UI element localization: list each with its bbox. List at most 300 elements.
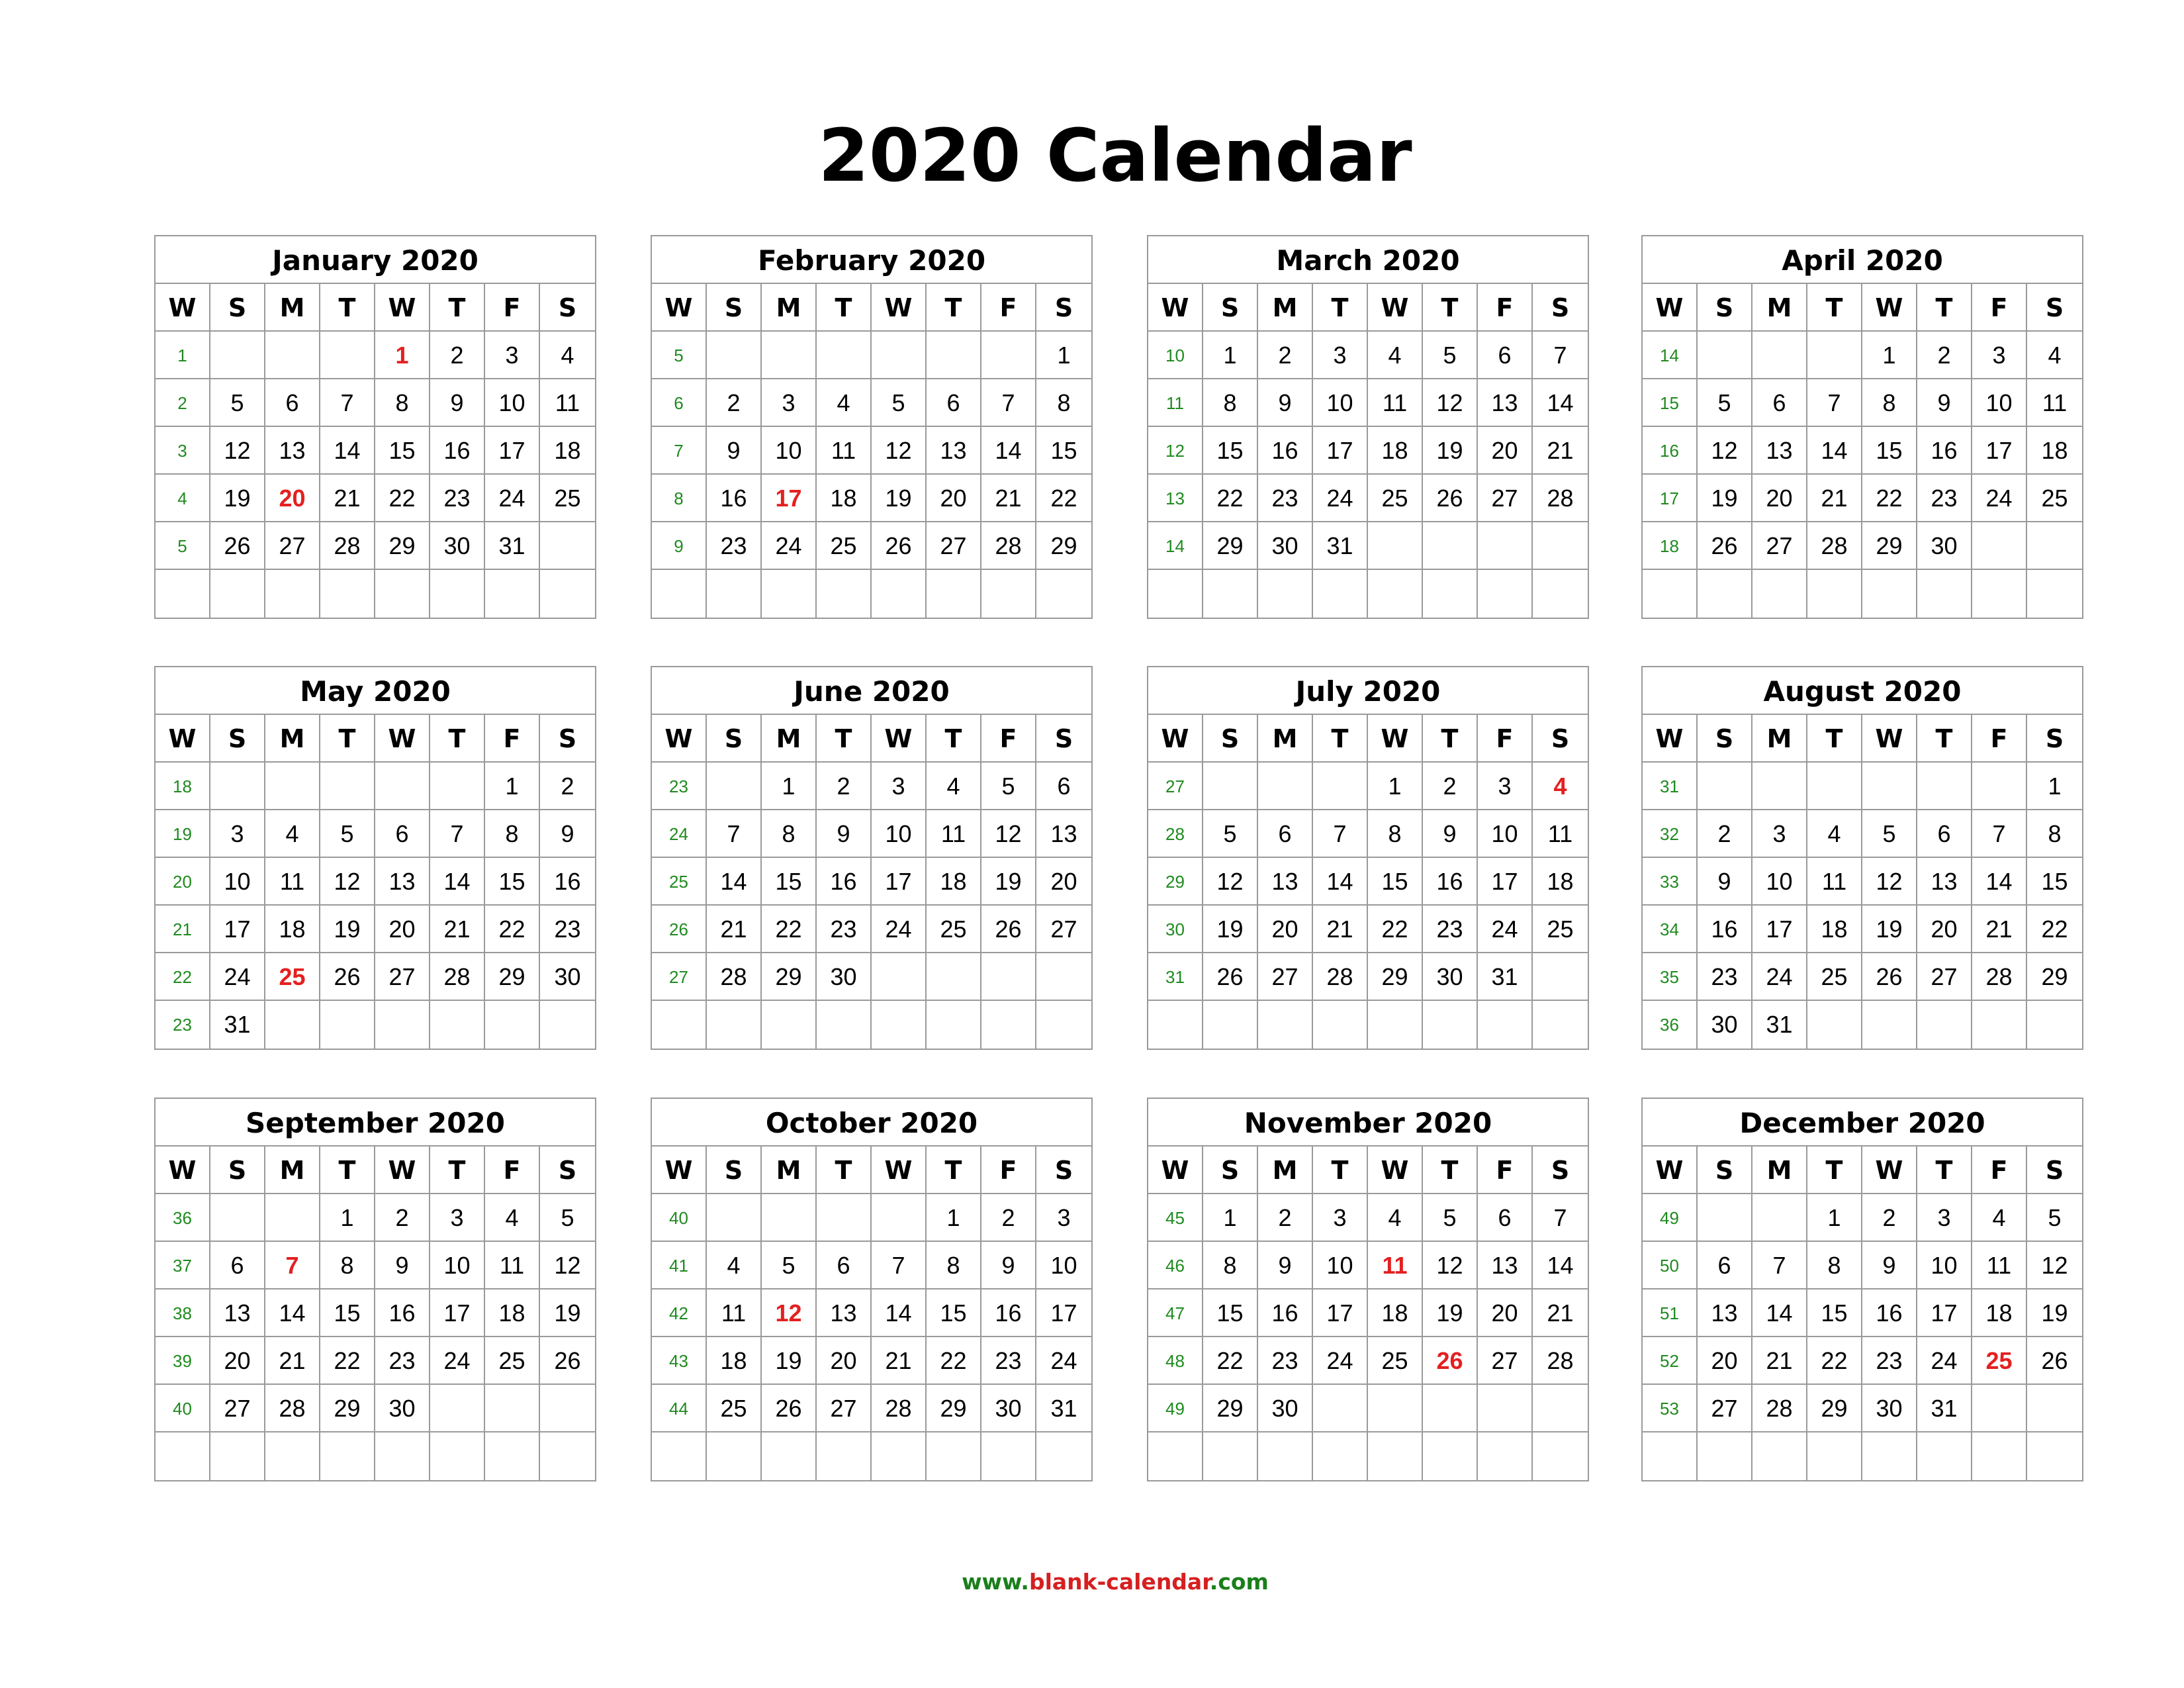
day-cell: 3 [1752,810,1807,858]
week-number: 27 [652,953,707,1001]
day-cell: 19 [762,1337,817,1385]
week-number: 44 [652,1385,707,1432]
weekday-header: F [1478,1147,1533,1194]
site-url-prefix: www. [962,1569,1029,1595]
day-cell: 3 [872,763,927,810]
day-cell: 23 [375,1337,430,1385]
day-cell: 7 [1313,810,1368,858]
day-cell: 3 [430,1194,485,1242]
day-cell: 1 [320,1194,375,1242]
weekday-header: W [872,1147,927,1194]
day-cell: 6 [265,379,320,427]
weekday-header: W [375,1147,430,1194]
day-cell: 20 [817,1337,872,1385]
day-cell: 30 [1698,1001,1752,1049]
week-number: 28 [1148,810,1203,858]
week-number: 36 [156,1194,210,1242]
holiday-day-cell: 12 [762,1289,817,1337]
empty-cell [707,763,762,810]
empty-cell [2027,570,2082,618]
day-cell: 12 [2027,1242,2082,1289]
day-cell: 15 [1203,427,1258,475]
week-number-header: W [156,284,210,332]
weekday-header: S [1036,284,1091,332]
day-cell: 15 [762,858,817,906]
week-number: 40 [652,1194,707,1242]
day-cell: 1 [762,763,817,810]
day-cell: 28 [320,522,375,570]
day-cell: 19 [1423,427,1478,475]
day-cell: 6 [1917,810,1972,858]
day-cell: 26 [2027,1337,2082,1385]
empty-cell [540,1001,595,1049]
month-april [1641,235,2083,619]
weekday-header: T [1423,1147,1478,1194]
day-cell: 10 [1313,1242,1368,1289]
weekday-header: T [1807,715,1862,763]
day-cell: 12 [872,427,927,475]
month-grid [1148,284,1588,618]
day-cell: 2 [1862,1194,1917,1242]
empty-cell [1478,1001,1533,1049]
week-number: 37 [156,1242,210,1289]
day-cell: 7 [872,1242,927,1289]
day-cell: 13 [1258,858,1313,906]
day-cell: 16 [540,858,595,906]
day-cell: 4 [707,1242,762,1289]
day-cell: 9 [540,810,595,858]
day-cell: 8 [1807,1242,1862,1289]
month-title: April 2020 [1643,236,2082,284]
weekday-header: S [2027,284,2082,332]
day-cell: 23 [430,475,485,522]
day-cell: 7 [1752,1242,1807,1289]
weekday-header: S [1698,1147,1752,1194]
day-cell: 23 [817,906,872,953]
day-cell: 26 [872,522,927,570]
day-cell: 16 [707,475,762,522]
day-cell: 14 [981,427,1036,475]
week-number: 16 [1643,427,1698,475]
day-cell: 26 [1862,953,1917,1001]
week-number: 5 [156,522,210,570]
day-cell: 17 [1917,1289,1972,1337]
day-cell: 3 [1478,763,1533,810]
week-number [1643,570,1698,618]
week-number: 2 [156,379,210,427]
day-cell: 13 [927,427,981,475]
empty-cell [1203,570,1258,618]
empty-cell [485,1385,540,1432]
weekday-header: T [817,284,872,332]
weekday-header: S [1698,284,1752,332]
empty-cell [430,763,485,810]
weekday-header: M [762,715,817,763]
empty-cell [1972,1001,2027,1049]
day-cell: 4 [2027,332,2082,379]
day-cell: 12 [320,858,375,906]
week-number: 30 [1148,906,1203,953]
weekday-header: W [872,284,927,332]
day-cell: 22 [1203,475,1258,522]
day-cell: 28 [872,1385,927,1432]
weekday-header: S [1036,1147,1091,1194]
day-cell: 29 [485,953,540,1001]
week-number: 21 [156,906,210,953]
empty-cell [1258,570,1313,618]
day-cell: 14 [1533,1242,1588,1289]
day-cell: 13 [1478,379,1533,427]
empty-cell [2027,1432,2082,1480]
day-cell: 2 [1423,763,1478,810]
day-cell: 25 [485,1337,540,1385]
weekday-header: F [981,715,1036,763]
weekday-header: F [485,715,540,763]
day-cell: 5 [762,1242,817,1289]
day-cell: 24 [872,906,927,953]
empty-cell [927,1001,981,1049]
empty-cell [1972,522,2027,570]
week-number: 24 [652,810,707,858]
day-cell: 2 [375,1194,430,1242]
empty-cell [1917,1432,1972,1480]
day-cell: 21 [872,1337,927,1385]
empty-cell [762,1001,817,1049]
day-cell: 5 [872,379,927,427]
site-url-suffix: .com [1209,1569,1269,1595]
weekday-header: M [1752,284,1807,332]
day-cell: 27 [1258,953,1313,1001]
day-cell: 5 [1862,810,1917,858]
empty-cell [375,570,430,618]
empty-cell [1036,1432,1091,1480]
day-cell: 23 [981,1337,1036,1385]
month-grid [1148,715,1588,1049]
weekday-header: F [1972,1147,2027,1194]
weekday-header: T [1423,284,1478,332]
empty-cell [1478,1385,1533,1432]
day-cell: 24 [762,522,817,570]
day-cell: 21 [1807,475,1862,522]
empty-cell [707,1432,762,1480]
day-cell: 12 [540,1242,595,1289]
weekday-header: S [210,1147,265,1194]
week-number: 11 [1148,379,1203,427]
day-cell: 1 [2027,763,2082,810]
day-cell: 19 [1203,906,1258,953]
day-cell: 13 [1036,810,1091,858]
day-cell: 7 [1807,379,1862,427]
day-cell: 22 [927,1337,981,1385]
day-cell: 9 [1917,379,1972,427]
empty-cell [1862,763,1917,810]
day-cell: 17 [1478,858,1533,906]
day-cell: 30 [981,1385,1036,1432]
day-cell: 8 [1862,379,1917,427]
weekday-header: T [1313,715,1368,763]
day-cell: 25 [817,522,872,570]
month-title: May 2020 [156,667,595,715]
week-number: 18 [1643,522,1698,570]
day-cell: 28 [265,1385,320,1432]
day-cell: 17 [872,858,927,906]
day-cell: 1 [1807,1194,1862,1242]
week-number-header: W [1148,284,1203,332]
weekday-header: M [762,1147,817,1194]
day-cell: 18 [1972,1289,2027,1337]
month-grid [156,1147,595,1480]
day-cell: 19 [1862,906,1917,953]
day-cell: 11 [265,858,320,906]
day-cell: 28 [1533,1337,1588,1385]
week-number-header: W [1148,715,1203,763]
empty-cell [1533,1001,1588,1049]
empty-cell [1862,570,1917,618]
day-cell: 1 [1862,332,1917,379]
weekday-header: F [485,284,540,332]
day-cell: 21 [1533,1289,1588,1337]
day-cell: 12 [1423,1242,1478,1289]
day-cell: 7 [320,379,375,427]
empty-cell [1036,1001,1091,1049]
empty-cell [1752,763,1807,810]
day-cell: 28 [1972,953,2027,1001]
day-cell: 13 [375,858,430,906]
weekday-header: T [1917,284,1972,332]
week-number-header: W [1643,1147,1698,1194]
month-may [154,666,596,1050]
day-cell: 27 [1917,953,1972,1001]
day-cell: 14 [1533,379,1588,427]
day-cell: 27 [1478,1337,1533,1385]
empty-cell [981,953,1036,1001]
day-cell: 18 [1533,858,1588,906]
empty-cell [817,1432,872,1480]
day-cell: 15 [485,858,540,906]
day-cell: 27 [1478,475,1533,522]
holiday-day-cell: 25 [265,953,320,1001]
empty-cell [1478,522,1533,570]
day-cell: 22 [1368,906,1423,953]
day-cell: 10 [1478,810,1533,858]
week-number: 31 [1148,953,1203,1001]
day-cell: 6 [1258,810,1313,858]
day-cell: 4 [927,763,981,810]
week-number [1148,1432,1203,1480]
empty-cell [1203,1432,1258,1480]
day-cell: 26 [1698,522,1752,570]
weekday-header: S [540,715,595,763]
empty-cell [320,763,375,810]
empty-cell [1368,1001,1423,1049]
day-cell: 10 [430,1242,485,1289]
empty-cell [1972,570,2027,618]
day-cell: 31 [1917,1385,1972,1432]
week-number: 46 [1148,1242,1203,1289]
day-cell: 5 [1203,810,1258,858]
week-number: 9 [652,522,707,570]
day-cell: 25 [2027,475,2082,522]
day-cell: 20 [1752,475,1807,522]
week-number [1148,1001,1203,1049]
weekday-header: T [817,1147,872,1194]
day-cell: 19 [872,475,927,522]
week-number: 25 [652,858,707,906]
month-july [1147,666,1589,1050]
week-number-header: W [1643,715,1698,763]
empty-cell [1972,763,2027,810]
empty-cell [1423,1001,1478,1049]
day-cell: 18 [817,475,872,522]
weekday-header: F [981,1147,1036,1194]
day-cell: 16 [817,858,872,906]
day-cell: 11 [1533,810,1588,858]
week-number: 5 [652,332,707,379]
day-cell: 27 [927,522,981,570]
day-cell: 25 [540,475,595,522]
week-number: 38 [156,1289,210,1337]
empty-cell [1917,1001,1972,1049]
empty-cell [1313,1432,1368,1480]
day-cell: 23 [1862,1337,1917,1385]
day-cell: 30 [540,953,595,1001]
day-cell: 17 [1313,1289,1368,1337]
empty-cell [1368,1432,1423,1480]
week-number-header: W [652,1147,707,1194]
empty-cell [265,1432,320,1480]
day-cell: 9 [817,810,872,858]
day-cell: 27 [1752,522,1807,570]
day-cell: 10 [1972,379,2027,427]
week-number: 43 [652,1337,707,1385]
empty-cell [265,332,320,379]
empty-cell [981,332,1036,379]
day-cell: 29 [1862,522,1917,570]
empty-cell [762,332,817,379]
weekday-header: M [762,284,817,332]
weekday-header: S [210,284,265,332]
week-number: 51 [1643,1289,1698,1337]
empty-cell [1203,1001,1258,1049]
week-number: 15 [1643,379,1698,427]
day-cell: 15 [1862,427,1917,475]
day-cell: 25 [1368,475,1423,522]
weekday-header: W [1368,284,1423,332]
weekday-header: W [1862,1147,1917,1194]
site-url[interactable] [0,1569,2184,1595]
day-cell: 6 [1698,1242,1752,1289]
day-cell: 17 [1313,427,1368,475]
day-cell: 7 [1533,332,1588,379]
day-cell: 23 [1917,475,1972,522]
day-cell: 29 [1368,953,1423,1001]
day-cell: 31 [1478,953,1533,1001]
week-number: 4 [156,475,210,522]
day-cell: 2 [540,763,595,810]
empty-cell [485,570,540,618]
empty-cell [1036,570,1091,618]
day-cell: 29 [375,522,430,570]
weekday-header: T [430,715,485,763]
day-cell: 8 [1368,810,1423,858]
day-cell: 19 [540,1289,595,1337]
empty-cell [1752,1432,1807,1480]
day-cell: 16 [1862,1289,1917,1337]
day-cell: 17 [1972,427,2027,475]
empty-cell [540,570,595,618]
empty-cell [265,1001,320,1049]
empty-cell [1203,763,1258,810]
day-cell: 19 [1423,1289,1478,1337]
day-cell: 29 [1036,522,1091,570]
week-number: 40 [156,1385,210,1432]
week-number-header: W [652,715,707,763]
day-cell: 28 [1752,1385,1807,1432]
week-number [652,1001,707,1049]
day-cell: 15 [927,1289,981,1337]
day-cell: 24 [1313,1337,1368,1385]
day-cell: 26 [1203,953,1258,1001]
weekday-header: F [1478,715,1533,763]
day-cell: 16 [375,1289,430,1337]
day-cell: 20 [1698,1337,1752,1385]
day-cell: 2 [430,332,485,379]
day-cell: 4 [1972,1194,2027,1242]
day-cell: 24 [485,475,540,522]
week-number: 26 [652,906,707,953]
day-cell: 1 [1036,332,1091,379]
day-cell: 22 [762,906,817,953]
month-grid [1643,715,2082,1049]
week-number: 23 [156,1001,210,1049]
empty-cell [707,1194,762,1242]
month-title: November 2020 [1148,1099,1588,1147]
empty-cell [320,332,375,379]
day-cell: 29 [2027,953,2082,1001]
day-cell: 3 [1313,332,1368,379]
day-cell: 21 [981,475,1036,522]
day-cell: 9 [707,427,762,475]
day-cell: 3 [1313,1194,1368,1242]
weekday-header: T [927,715,981,763]
day-cell: 26 [762,1385,817,1432]
empty-cell [210,332,265,379]
day-cell: 30 [1423,953,1478,1001]
week-number: 53 [1643,1385,1698,1432]
day-cell: 7 [430,810,485,858]
week-number: 49 [1148,1385,1203,1432]
empty-cell [872,1432,927,1480]
month-december [1641,1098,2083,1481]
day-cell: 8 [375,379,430,427]
weekday-header: S [707,715,762,763]
day-cell: 16 [430,427,485,475]
week-number: 13 [1148,475,1203,522]
week-number: 18 [156,763,210,810]
day-cell: 3 [210,810,265,858]
day-cell: 27 [375,953,430,1001]
day-cell: 3 [1917,1194,1972,1242]
day-cell: 4 [485,1194,540,1242]
month-title: July 2020 [1148,667,1588,715]
day-cell: 30 [1258,1385,1313,1432]
day-cell: 24 [1036,1337,1091,1385]
day-cell: 11 [817,427,872,475]
weekday-header: F [1478,284,1533,332]
weekday-header: S [540,284,595,332]
empty-cell [375,763,430,810]
day-cell: 15 [1203,1289,1258,1337]
